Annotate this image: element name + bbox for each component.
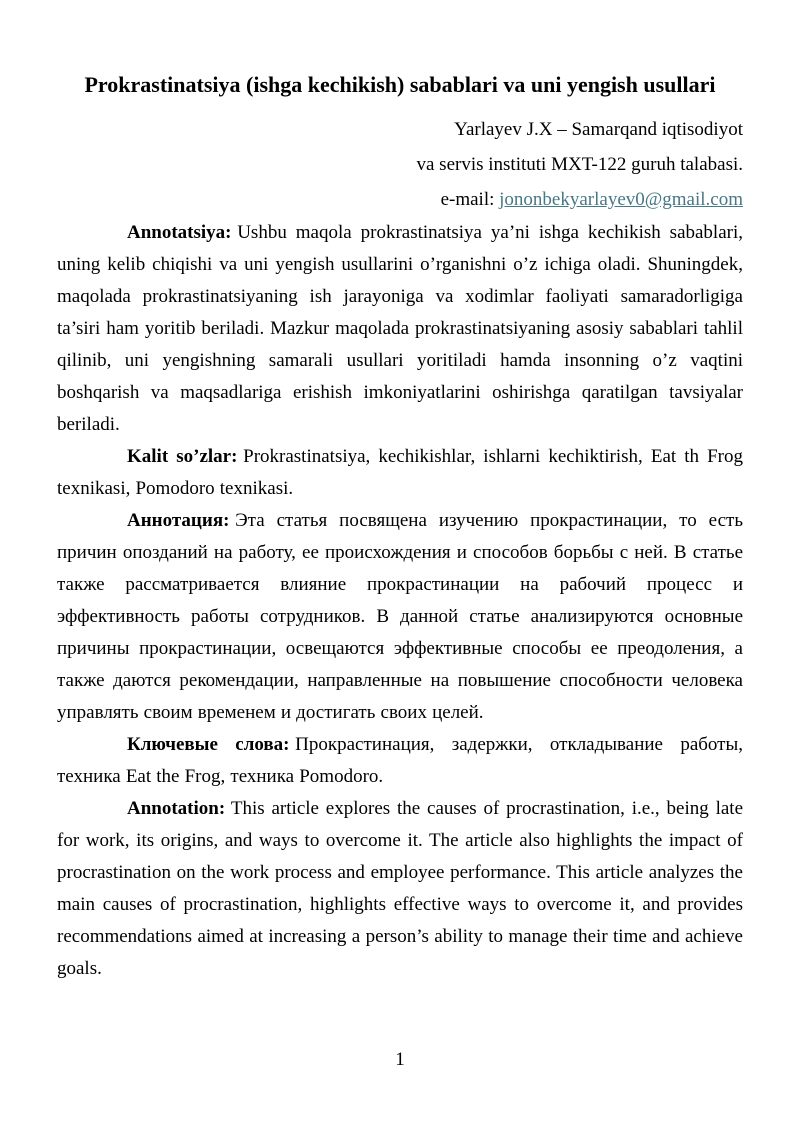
- paragraph-label: Ключевые слова:: [127, 734, 290, 755]
- paragraph-label: Kalit so’zlar:: [127, 446, 238, 467]
- paragraph-text: Prokrastinatsiya, kechikishlar, ishlarni kechiktirish, Eat th Frog texnikasi, Pomodoro texnikasi.: [57, 446, 743, 499]
- paragraph-text: This article explores the causes of procrastination, i.e., being late for work, its origins, and ways to overcome it. The article also highlights the impact of procrastination on the work process and employee performance. This article analyzes the main causes of procrastination, highlights effective ways to overcome it, and provides recommendations aimed at increasing a person’s ability to manage their time and achieve goals.: [57, 798, 743, 979]
- paragraph-text: Прокрастинация, задержки, откладывание работы, техника Eat the Frog, техника Pomodoro.: [57, 734, 743, 787]
- paragraph-annotation-ru: [57, 505, 743, 729]
- paragraph-text: Ushbu maqola prokrastinatsiya ya’ni ishga kechikish sabablari, uning kelib chiqishi va uni yengish usullarini o’rganishni o’z ichiga oladi. Shuningdek, maqolada prokrastinatsiyaning ish jarayoniga va xodimlar faoliyati samaradorligiga ta’siri ham yoritib beriladi. Mazkur maqolada prokrastinatsiyaning asosiy sabablari tahlil qilinib, uni yengishning samarali usullari yoritiladi hamda insonning o’z vaqtini boshqarish va maqsadlariga erishish imkoniyatlarini oshirishga qaratilgan tavsiyalar beriladi.: [57, 222, 743, 435]
- paragraph-label: Аннотация:: [127, 510, 230, 531]
- paragraph-label: Annotation:: [127, 798, 226, 819]
- document-body: [57, 217, 743, 985]
- paragraph-keywords-ru: [57, 729, 743, 793]
- author-affiliation-line: va servis instituti MXT-122 guruh talabasi.: [416, 154, 743, 175]
- author-name-line: Yarlayev J.X – Samarqand iqtisodiyot: [454, 119, 743, 140]
- email-link[interactable]: jononbekyarlayev0@gmail.com: [499, 189, 743, 210]
- page-number: 1: [395, 1049, 405, 1070]
- paragraph-text: Эта статья посвящена изучению прокрастинации, то есть причин опозданий на работу, ее происхождения и способов борьбы с ней. В статье также рассматривается влияние прокрастинации на рабочий процесс и эффективность работы сотрудников. В данной статье анализируются основные причины прокрастинации, освещаются эффективные способы ее преодоления, а также даются рекомендации, направленные на повышение способности человека управлять своим временем и достигать своих целей.: [57, 510, 743, 723]
- paragraph-annotation-en: [57, 793, 743, 985]
- author-block: [57, 112, 743, 217]
- paragraph-annotatsiya-uz: [57, 217, 743, 441]
- author-email-line: [57, 182, 743, 217]
- paragraph-label: Annotatsiya:: [127, 222, 232, 243]
- document-title: Prokrastinatsiya (ishga kechikish) sabablari va uni yengish usullari: [84, 72, 716, 97]
- paragraph-keywords-uz: [57, 441, 743, 505]
- email-label: e-mail:: [440, 189, 500, 210]
